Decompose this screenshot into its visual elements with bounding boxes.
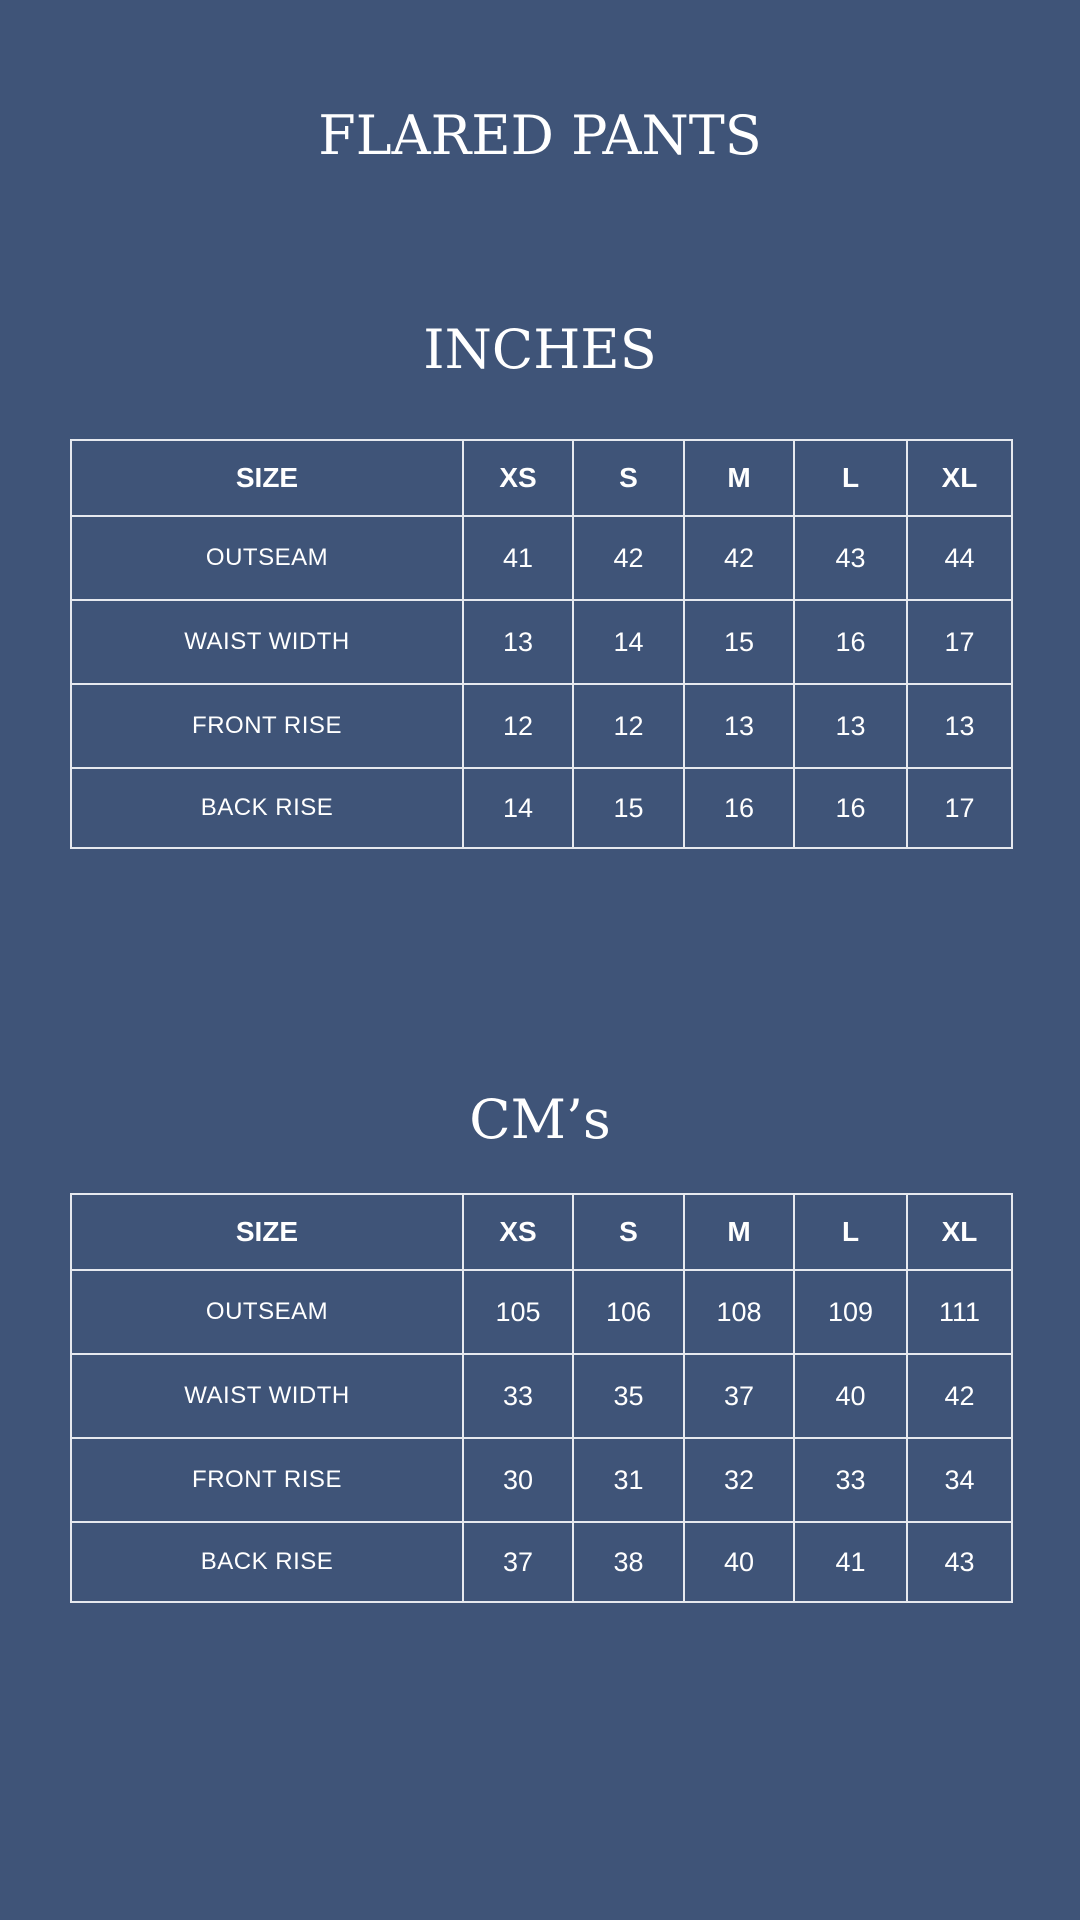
row-label: OUTSEAM — [71, 516, 463, 600]
table-cell: 15 — [684, 600, 794, 684]
table-row — [71, 1354, 1012, 1438]
table-cell: 13 — [907, 684, 1012, 768]
table-cell: 15 — [573, 768, 684, 848]
table-cell: 37 — [463, 1522, 573, 1602]
table-cell: 17 — [907, 768, 1012, 848]
table-cell: 13 — [463, 600, 573, 684]
table-header-row — [71, 440, 1012, 516]
row-label: WAIST WIDTH — [71, 600, 463, 684]
header-cell-m: M — [684, 1194, 794, 1270]
header-cell-s: S — [573, 1194, 684, 1270]
table-cell: 42 — [684, 516, 794, 600]
table-cell: 16 — [794, 600, 907, 684]
table-cell: 41 — [463, 516, 573, 600]
table-row — [71, 768, 1012, 848]
table-cell: 42 — [573, 516, 684, 600]
table-cell: 41 — [794, 1522, 907, 1602]
table-header-row — [71, 1194, 1012, 1270]
inches-size-table — [70, 439, 1013, 849]
header-cell-xs: XS — [463, 1194, 573, 1270]
table-cell: 108 — [684, 1270, 794, 1354]
table-row — [71, 516, 1012, 600]
table-cell: 42 — [907, 1354, 1012, 1438]
cms-size-table — [70, 1193, 1013, 1603]
table-cell: 14 — [573, 600, 684, 684]
header-cell-s: S — [573, 440, 684, 516]
row-label: WAIST WIDTH — [71, 1354, 463, 1438]
table-cell: 111 — [907, 1270, 1012, 1354]
header-cell-l: L — [794, 440, 907, 516]
row-label: FRONT RISE — [71, 1438, 463, 1522]
table-cell: 33 — [794, 1438, 907, 1522]
header-cell-l: L — [794, 1194, 907, 1270]
table-row — [71, 1522, 1012, 1602]
header-cell-xs: XS — [463, 440, 573, 516]
cms-section-heading: CM’s — [469, 1088, 611, 1151]
table-cell: 105 — [463, 1270, 573, 1354]
table-cell: 34 — [907, 1438, 1012, 1522]
table-cell: 35 — [573, 1354, 684, 1438]
table-cell: 106 — [573, 1270, 684, 1354]
table-cell: 12 — [463, 684, 573, 768]
table-row — [71, 1438, 1012, 1522]
table-cell: 12 — [573, 684, 684, 768]
table-cell: 32 — [684, 1438, 794, 1522]
row-label: BACK RISE — [71, 768, 463, 848]
row-label: OUTSEAM — [71, 1270, 463, 1354]
header-cell-xl: XL — [907, 440, 1012, 516]
header-cell-size: SIZE — [71, 1194, 463, 1270]
table-row — [71, 1270, 1012, 1354]
page-title: FLARED PANTS — [318, 104, 762, 167]
table-cell: 33 — [463, 1354, 573, 1438]
row-label: BACK RISE — [71, 1522, 463, 1602]
table-cell: 38 — [573, 1522, 684, 1602]
table-cell: 40 — [684, 1522, 794, 1602]
table-cell: 16 — [794, 768, 907, 848]
table-row — [71, 684, 1012, 768]
row-label: FRONT RISE — [71, 684, 463, 768]
table-cell: 13 — [794, 684, 907, 768]
header-cell-xl: XL — [907, 1194, 1012, 1270]
table-cell: 43 — [907, 1522, 1012, 1602]
inches-section-heading: INCHES — [423, 318, 657, 381]
table-cell: 37 — [684, 1354, 794, 1438]
table-cell: 30 — [463, 1438, 573, 1522]
header-cell-size: SIZE — [71, 440, 463, 516]
table-cell: 17 — [907, 600, 1012, 684]
table-cell: 31 — [573, 1438, 684, 1522]
table-cell: 40 — [794, 1354, 907, 1438]
table-cell: 44 — [907, 516, 1012, 600]
header-cell-m: M — [684, 440, 794, 516]
table-cell: 16 — [684, 768, 794, 848]
table-cell: 13 — [684, 684, 794, 768]
table-cell: 109 — [794, 1270, 907, 1354]
table-cell: 43 — [794, 516, 907, 600]
table-cell: 14 — [463, 768, 573, 848]
table-row — [71, 600, 1012, 684]
